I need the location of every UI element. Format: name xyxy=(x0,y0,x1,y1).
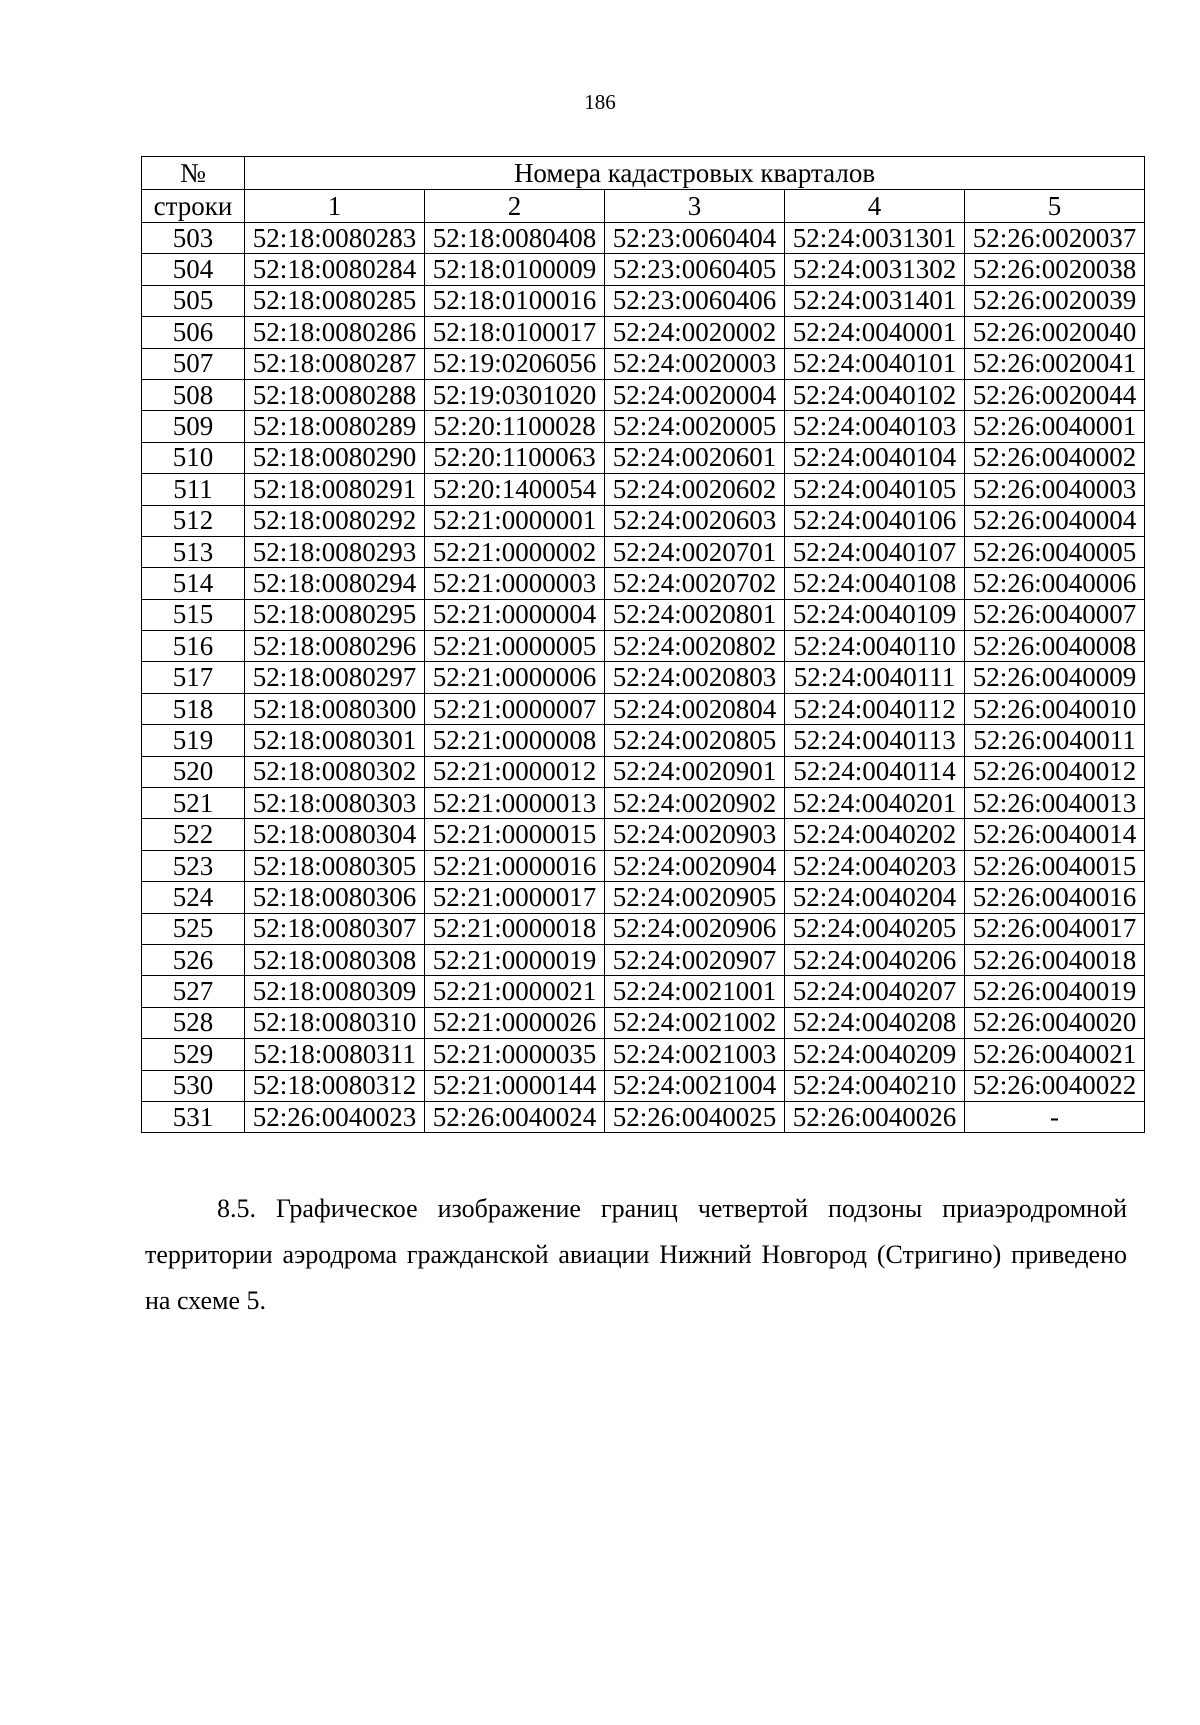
row-number-cell: 518 xyxy=(142,693,245,724)
cadastral-number-cell: 52:26:0040014 xyxy=(965,819,1145,850)
cadastral-number-cell: 52:24:0020902 xyxy=(605,788,785,819)
cadastral-number-cell: 52:18:0080312 xyxy=(245,1070,425,1101)
row-number-cell: 516 xyxy=(142,631,245,662)
cadastral-number-cell: 52:18:0080292 xyxy=(245,505,425,536)
cadastral-number-cell: 52:26:0040023 xyxy=(245,1101,425,1132)
cadastral-number-cell: 52:18:0080294 xyxy=(245,568,425,599)
cadastral-number-cell: 52:26:0040004 xyxy=(965,505,1145,536)
cadastral-number-cell: 52:24:0040102 xyxy=(785,379,965,410)
cadastral-number-cell: 52:24:0021001 xyxy=(605,976,785,1007)
cadastral-number-cell: 52:24:0040106 xyxy=(785,505,965,536)
cadastral-number-cell: 52:18:0080309 xyxy=(245,976,425,1007)
row-number-cell: 505 xyxy=(142,285,245,316)
cadastral-number-cell: 52:26:0040019 xyxy=(965,976,1145,1007)
cadastral-number-cell: 52:24:0040209 xyxy=(785,1039,965,1070)
cadastral-number-cell: 52:24:0040206 xyxy=(785,944,965,975)
column-header: 1 xyxy=(245,190,425,223)
cadastral-number-cell: 52:26:0040022 xyxy=(965,1070,1145,1101)
cadastral-number-cell: 52:24:0020803 xyxy=(605,662,785,693)
cadastral-number-cell: 52:18:0080302 xyxy=(245,756,425,787)
row-number-cell: 506 xyxy=(142,317,245,348)
cadastral-number-cell: 52:18:0080288 xyxy=(245,379,425,410)
section-paragraph xyxy=(145,1186,1127,1324)
table-row xyxy=(142,913,1145,944)
column-header: 2 xyxy=(425,190,605,223)
cadastral-number-cell: 52:24:0020904 xyxy=(605,850,785,881)
cadastral-number-cell: 52:18:0080307 xyxy=(245,913,425,944)
cadastral-number-cell: 52:24:0020802 xyxy=(605,631,785,662)
cadastral-number-cell: 52:26:0040025 xyxy=(605,1101,785,1132)
row-label-header: строки xyxy=(142,190,245,223)
row-number-cell: 511 xyxy=(142,474,245,505)
cadastral-number-cell: 52:18:0080303 xyxy=(245,788,425,819)
table-row xyxy=(142,254,1145,285)
row-number-cell: 524 xyxy=(142,882,245,913)
table-row xyxy=(142,1101,1145,1132)
cadastral-number-cell: 52:21:0000035 xyxy=(425,1039,605,1070)
cadastral-number-cell: 52:24:0040204 xyxy=(785,882,965,913)
cadastral-number-cell: 52:24:0040202 xyxy=(785,819,965,850)
cadastral-number-cell: 52:26:0040021 xyxy=(965,1039,1145,1070)
cadastral-number-cell: 52:24:0040105 xyxy=(785,474,965,505)
cadastral-number-cell: 52:24:0021004 xyxy=(605,1070,785,1101)
table-row xyxy=(142,819,1145,850)
cadastral-number-cell: 52:24:0020907 xyxy=(605,944,785,975)
cadastral-number-cell: 52:26:0020041 xyxy=(965,348,1145,379)
cadastral-number-cell: 52:23:0060405 xyxy=(605,254,785,285)
cadastral-number-cell: 52:21:0000018 xyxy=(425,913,605,944)
table-row xyxy=(142,1070,1145,1101)
cadastral-number-cell: 52:19:0301020 xyxy=(425,379,605,410)
cadastral-number-cell: 52:24:0021003 xyxy=(605,1039,785,1070)
cadastral-number-cell: 52:24:0040113 xyxy=(785,725,965,756)
cadastral-number-cell: 52:26:0020040 xyxy=(965,317,1145,348)
cadastral-number-cell: 52:26:0040001 xyxy=(965,411,1145,442)
cadastral-number-cell: 52:24:0020804 xyxy=(605,693,785,724)
table-row xyxy=(142,725,1145,756)
cadastral-number-cell: 52:18:0100016 xyxy=(425,285,605,316)
cadastral-number-cell: 52:26:0020038 xyxy=(965,254,1145,285)
cadastral-number-cell: 52:24:0031401 xyxy=(785,285,965,316)
cadastral-number-cell: 52:24:0040201 xyxy=(785,788,965,819)
cadastral-number-cell: 52:18:0080297 xyxy=(245,662,425,693)
cadastral-number-cell: 52:24:0040109 xyxy=(785,599,965,630)
cadastral-number-cell: 52:24:0020906 xyxy=(605,913,785,944)
row-number-cell: 519 xyxy=(142,725,245,756)
table-row xyxy=(142,850,1145,881)
cadastral-number-cell: 52:26:0040005 xyxy=(965,536,1145,567)
cadastral-number-cell: 52:26:0020039 xyxy=(965,285,1145,316)
cadastral-number-cell: 52:20:1100028 xyxy=(425,411,605,442)
row-number-cell: 523 xyxy=(142,850,245,881)
row-number-cell: 528 xyxy=(142,1007,245,1038)
cadastral-number-cell: 52:24:0040108 xyxy=(785,568,965,599)
cadastral-number-cell: 52:24:0040208 xyxy=(785,1007,965,1038)
page-number: 186 xyxy=(584,90,616,114)
cadastral-number-cell: 52:23:0060406 xyxy=(605,285,785,316)
cadastral-number-cell: 52:21:0000015 xyxy=(425,819,605,850)
cadastral-number-cell: 52:18:0080291 xyxy=(245,474,425,505)
cadastral-number-cell: 52:18:0080310 xyxy=(245,1007,425,1038)
table-row xyxy=(142,1007,1145,1038)
cadastral-number-cell: 52:26:0040006 xyxy=(965,568,1145,599)
cadastral-number-cell: 52:26:0040026 xyxy=(785,1101,965,1132)
cadastral-number-cell: 52:21:0000026 xyxy=(425,1007,605,1038)
row-number-cell: 530 xyxy=(142,1070,245,1101)
row-number-cell: 531 xyxy=(142,1101,245,1132)
cadastral-number-cell: 52:26:0040009 xyxy=(965,662,1145,693)
cadastral-number-cell: 52:24:0020702 xyxy=(605,568,785,599)
cadastral-number-cell: 52:21:0000017 xyxy=(425,882,605,913)
cadastral-number-cell: - xyxy=(965,1101,1145,1132)
cadastral-number-cell: 52:21:0000002 xyxy=(425,536,605,567)
cadastral-number-cell: 52:18:0080289 xyxy=(245,411,425,442)
cadastral-number-cell: 52:24:0031301 xyxy=(785,223,965,254)
cadastral-number-cell: 52:21:0000003 xyxy=(425,568,605,599)
row-number-cell: 510 xyxy=(142,442,245,473)
cadastral-number-cell: 52:18:0080304 xyxy=(245,819,425,850)
cadastral-number-cell: 52:26:0040013 xyxy=(965,788,1145,819)
row-number-cell: 526 xyxy=(142,944,245,975)
cadastral-quarters-header: Номера кадастровых кварталов xyxy=(245,157,1145,190)
table-row xyxy=(142,411,1145,442)
cadastral-number-cell: 52:24:0021002 xyxy=(605,1007,785,1038)
cadastral-number-cell: 52:21:0000008 xyxy=(425,725,605,756)
cadastral-number-cell: 52:24:0040110 xyxy=(785,631,965,662)
cadastral-number-cell: 52:24:0040103 xyxy=(785,411,965,442)
cadastral-number-cell: 52:18:0080290 xyxy=(245,442,425,473)
cadastral-number-cell: 52:26:0040015 xyxy=(965,850,1145,881)
row-number-header: № xyxy=(142,157,245,190)
cadastral-number-cell: 52:26:0040012 xyxy=(965,756,1145,787)
table-row xyxy=(142,568,1145,599)
cadastral-number-cell: 52:24:0020801 xyxy=(605,599,785,630)
cadastral-number-cell: 52:18:0080287 xyxy=(245,348,425,379)
cadastral-number-cell: 52:26:0040011 xyxy=(965,725,1145,756)
table-row xyxy=(142,662,1145,693)
cadastral-number-cell: 52:26:0040010 xyxy=(965,693,1145,724)
table-row xyxy=(142,505,1145,536)
cadastral-number-cell: 52:21:0000016 xyxy=(425,850,605,881)
row-number-cell: 515 xyxy=(142,599,245,630)
cadastral-number-cell: 52:18:0080305 xyxy=(245,850,425,881)
cadastral-number-cell: 52:18:0080311 xyxy=(245,1039,425,1070)
cadastral-number-cell: 52:24:0040112 xyxy=(785,693,965,724)
row-number-cell: 527 xyxy=(142,976,245,1007)
cadastral-number-cell: 52:26:0040003 xyxy=(965,474,1145,505)
table-row xyxy=(142,474,1145,505)
cadastral-number-cell: 52:24:0020701 xyxy=(605,536,785,567)
cadastral-number-cell: 52:21:0000006 xyxy=(425,662,605,693)
cadastral-number-cell: 52:24:0040203 xyxy=(785,850,965,881)
table-row xyxy=(142,285,1145,316)
row-number-cell: 514 xyxy=(142,568,245,599)
cadastral-number-cell: 52:21:0000005 xyxy=(425,631,605,662)
row-number-cell: 520 xyxy=(142,756,245,787)
cadastral-number-cell: 52:23:0060404 xyxy=(605,223,785,254)
cadastral-number-cell: 52:24:0040107 xyxy=(785,536,965,567)
cadastral-number-cell: 52:24:0020602 xyxy=(605,474,785,505)
cadastral-number-cell: 52:24:0031302 xyxy=(785,254,965,285)
row-number-cell: 503 xyxy=(142,223,245,254)
table-row xyxy=(142,317,1145,348)
cadastral-number-cell: 52:18:0100009 xyxy=(425,254,605,285)
cadastral-number-cell: 52:18:0080293 xyxy=(245,536,425,567)
row-number-cell: 513 xyxy=(142,536,245,567)
paragraph-text: 8.5. Графическое изображение границ четвертой подзоны приаэродромной территории аэродрома гражданской авиации Нижний Новгород (Стригино) приведено на схеме 5. xyxy=(145,1194,1127,1315)
cadastral-number-cell: 52:26:0040020 xyxy=(965,1007,1145,1038)
row-number-cell: 509 xyxy=(142,411,245,442)
cadastral-number-cell: 52:24:0020002 xyxy=(605,317,785,348)
cadastral-number-cell: 52:24:0040104 xyxy=(785,442,965,473)
cadastral-number-cell: 52:24:0020004 xyxy=(605,379,785,410)
row-number-cell: 521 xyxy=(142,788,245,819)
cadastral-number-cell: 52:18:0080296 xyxy=(245,631,425,662)
cadastral-number-cell: 52:24:0040101 xyxy=(785,348,965,379)
table-row xyxy=(142,442,1145,473)
table-row xyxy=(142,693,1145,724)
cadastral-number-cell: 52:24:0040207 xyxy=(785,976,965,1007)
cadastral-number-cell: 52:18:0080283 xyxy=(245,223,425,254)
table-row xyxy=(142,788,1145,819)
cadastral-quarters-table xyxy=(141,156,1145,1133)
cadastral-number-cell: 52:24:0020901 xyxy=(605,756,785,787)
cadastral-number-cell: 52:26:0040007 xyxy=(965,599,1145,630)
cadastral-number-cell: 52:18:0100017 xyxy=(425,317,605,348)
cadastral-number-cell: 52:26:0040016 xyxy=(965,882,1145,913)
cadastral-number-cell: 52:24:0020905 xyxy=(605,882,785,913)
cadastral-number-cell: 52:26:0040024 xyxy=(425,1101,605,1132)
table-header-row xyxy=(142,157,1145,190)
cadastral-number-cell: 52:21:0000021 xyxy=(425,976,605,1007)
cadastral-number-cell: 52:21:0000144 xyxy=(425,1070,605,1101)
row-number-cell: 525 xyxy=(142,913,245,944)
cadastral-number-cell: 52:20:1100063 xyxy=(425,442,605,473)
cadastral-number-cell: 52:26:0040017 xyxy=(965,913,1145,944)
table-row xyxy=(142,631,1145,662)
cadastral-number-cell: 52:24:0040111 xyxy=(785,662,965,693)
cadastral-number-cell: 52:24:0020601 xyxy=(605,442,785,473)
table-row xyxy=(142,599,1145,630)
cadastral-number-cell: 52:21:0000001 xyxy=(425,505,605,536)
cadastral-number-cell: 52:18:0080286 xyxy=(245,317,425,348)
cadastral-number-cell: 52:24:0020805 xyxy=(605,725,785,756)
row-number-cell: 512 xyxy=(142,505,245,536)
cadastral-number-cell: 52:24:0040114 xyxy=(785,756,965,787)
cadastral-number-cell: 52:20:1400054 xyxy=(425,474,605,505)
column-header: 4 xyxy=(785,190,965,223)
cadastral-number-cell: 52:18:0080308 xyxy=(245,944,425,975)
cadastral-number-cell: 52:26:0040008 xyxy=(965,631,1145,662)
row-number-cell: 507 xyxy=(142,348,245,379)
cadastral-number-cell: 52:26:0020044 xyxy=(965,379,1145,410)
row-number-cell: 504 xyxy=(142,254,245,285)
cadastral-number-cell: 52:18:0080300 xyxy=(245,693,425,724)
table-row xyxy=(142,944,1145,975)
row-number-cell: 517 xyxy=(142,662,245,693)
table-row xyxy=(142,348,1145,379)
cadastral-number-cell: 52:21:0000019 xyxy=(425,944,605,975)
row-number-cell: 522 xyxy=(142,819,245,850)
cadastral-number-cell: 52:24:0020003 xyxy=(605,348,785,379)
cadastral-number-cell: 52:18:0080408 xyxy=(425,223,605,254)
cadastral-number-cell: 52:26:0040018 xyxy=(965,944,1145,975)
cadastral-number-cell: 52:18:0080284 xyxy=(245,254,425,285)
cadastral-number-cell: 52:19:0206056 xyxy=(425,348,605,379)
cadastral-number-cell: 52:18:0080285 xyxy=(245,285,425,316)
cadastral-number-cell: 52:26:0040002 xyxy=(965,442,1145,473)
cadastral-number-cell: 52:26:0020037 xyxy=(965,223,1145,254)
table-row xyxy=(142,1039,1145,1070)
cadastral-number-cell: 52:24:0040001 xyxy=(785,317,965,348)
cadastral-number-cell: 52:24:0040205 xyxy=(785,913,965,944)
column-header: 3 xyxy=(605,190,785,223)
cadastral-number-cell: 52:21:0000007 xyxy=(425,693,605,724)
table-row xyxy=(142,536,1145,567)
row-number-cell: 529 xyxy=(142,1039,245,1070)
table-row xyxy=(142,756,1145,787)
cadastral-number-cell: 52:21:0000004 xyxy=(425,599,605,630)
cadastral-number-cell: 52:24:0020603 xyxy=(605,505,785,536)
table-row xyxy=(142,882,1145,913)
table-row xyxy=(142,976,1145,1007)
cadastral-number-cell: 52:18:0080301 xyxy=(245,725,425,756)
cadastral-number-cell: 52:24:0020903 xyxy=(605,819,785,850)
cadastral-number-cell: 52:18:0080306 xyxy=(245,882,425,913)
cadastral-number-cell: 52:24:0040210 xyxy=(785,1070,965,1101)
table-subheader-row xyxy=(142,190,1145,223)
table-row xyxy=(142,223,1145,254)
cadastral-number-cell: 52:24:0020005 xyxy=(605,411,785,442)
cadastral-number-cell: 52:21:0000013 xyxy=(425,788,605,819)
column-header: 5 xyxy=(965,190,1145,223)
cadastral-number-cell: 52:21:0000012 xyxy=(425,756,605,787)
row-number-cell: 508 xyxy=(142,379,245,410)
table-row xyxy=(142,379,1145,410)
cadastral-number-cell: 52:18:0080295 xyxy=(245,599,425,630)
